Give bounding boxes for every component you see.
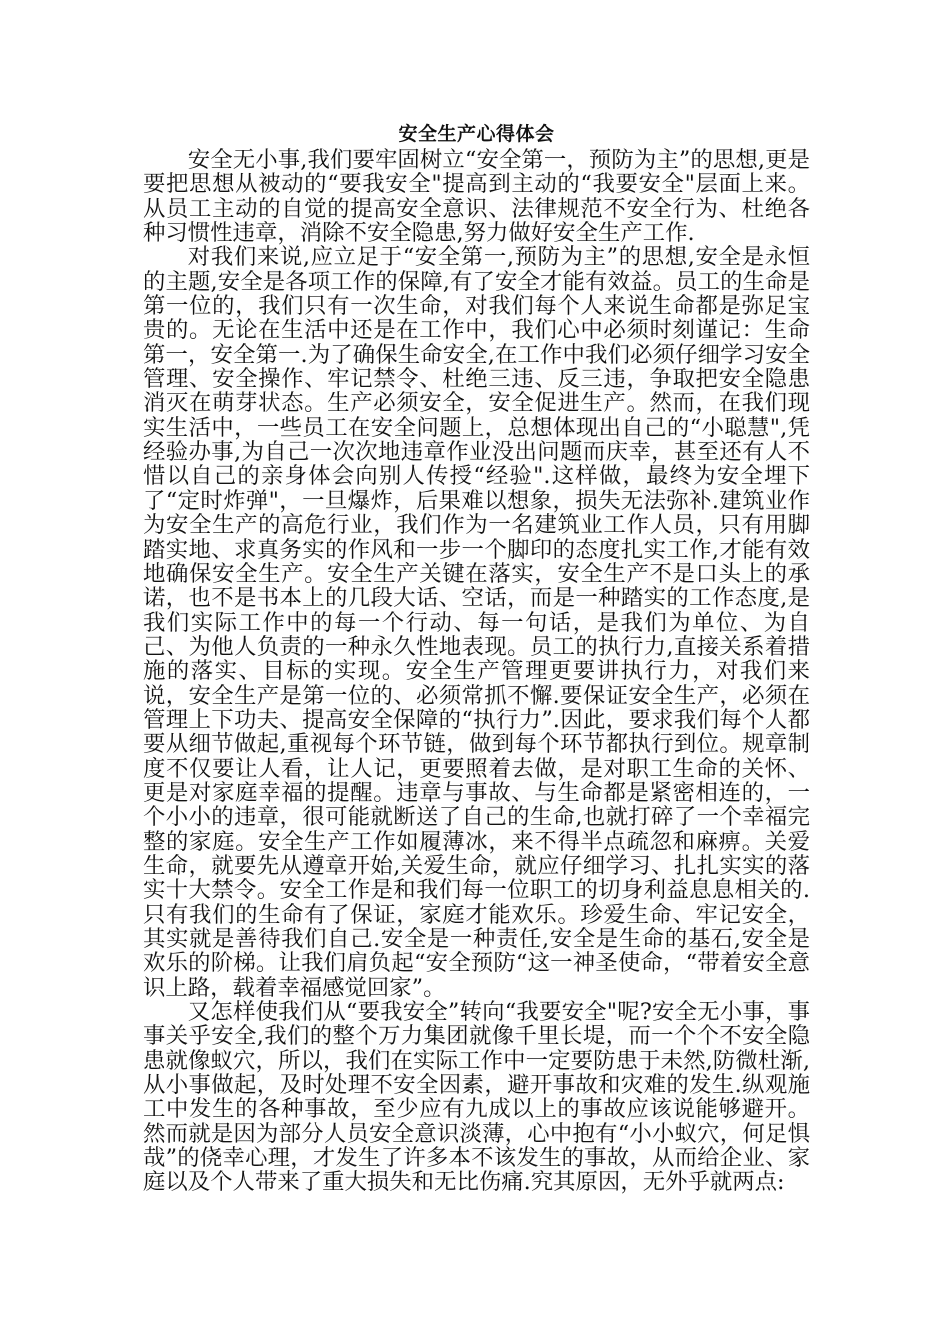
- paragraph-intro: 安全无小事,我们要牢固树立“安全第一，预防为主”的思想,更是要把思想从被动的“要我安全"提高到主动的“我要安全"层面上来。从员工主动的自觉的提高安全意识、法律规范不安全行为、杜绝各种习惯性违章，消除不安全隐患,努力做好安全生产工作.: [143, 147, 810, 247]
- document-page: [143, 122, 810, 1195]
- paragraph-question: 又怎样使我们从“要我安全”转向“我要安全"呢?安全无小事，事事关乎安全,我们的整个万力集团就像千里长堤，而一个个不安全隐患就像蚁穴，所以，我们在实际工作中一定要防患于未然,防微杜渐,从小事做起，及时处理不安全因素，避开事故和灾难的发生.纵观施工中发生的各种事故，至少应有九成以上的事故应该说能够避开。然而就是因为部分人员安全意识淡薄，心中抱有“小小蚁穴，何足惧哉”的侥幸心理，才发生了许多本不该发生的事故，从而给企业、家庭以及个人带来了重大损失和无比伤痛.究其原因，无外乎就两点:: [143, 999, 810, 1196]
- document-title: 安全生产心得体会: [398, 123, 555, 145]
- paragraph-main: 对我们来说,应立足于“安全第一,预防为主”的思想,安全是永恒的主题,安全是各项工作的保障,有了安全才能有效益。员工的生命是第一位的，我们只有一次生命，对我们每个人来说生命都是弥足宝贵的。无论在生活中还是在工作中，我们心中必须时刻谨记：生命第一，安全第一.为了确保生命安全,在工作中我们必须仔细学习安全管理、安全操作、牢记禁令、杜绝三违、反三违，争取把安全隐患消灭在萌芽状态。生产必须安全，安全促进生产。然而，在我们现实生活中，一些员工在安全问题上，总想体现出自己的“小聪慧",凭经验办事,为自己一次次地违章作业没出问题而庆幸，甚至还有人不惜以自己的亲身体会向别人传授“经验".这样做，最终为安全埋下了“定时炸弹"，一旦爆炸，后果难以想象，损失无法弥补.建筑业作为安全生产的高危行业，我们作为一名建筑业工作人员，只有用脚踏实地、求真务实的作风和一步一个脚印的态度扎实工作,才能有效地确保安全生产。安全生产关键在落实，安全生产不是口头上的承诺，也不是书本上的几段大话、空话，而是一种踏实的工作态度,是我们实际工作中的每一个行动、每一句话，是我们为单位、为自己、为他人负责的一种永久性地表现。员工的执行力,直接关系着措施的落实、目标的实现。安全生产管理更要讲执行力，对我们来说，安全生产是第一位的、必须常抓不懈.要保证安全生产，必须在管理上下功夫、提高安全保障的“执行力”.因此，要求我们每个人都要从细节做起,重视每个环节链，做到每个环节都执行到位。规章制度不仅要让人看，让人记，更要照着去做，是对职工生命的关怀、更是对家庭幸福的提醒。违章与事故、与生命都是紧密相连的，一个小小的违章，很可能就断送了自己的生命,也就打碎了一个幸福完整的家庭。安全生产工作如履薄冰，来不得半点疏忽和麻痹。关爱生命，就要先从遵章开始,关爱生命，就应仔细学习、扎扎实实的落实十大禁令。安全工作是和我们每一位职工的切身利益息息相关的.只有我们的生命有了保证，家庭才能欢乐。珍爱生命、牢记安全，其实就是善待我们自己.安全是一种责任,安全是生命的基石,安全是欢乐的阶梯。让我们肩负起“安全预防“这一神圣使命，“带着安全意识上路，载着幸福感觉回家”。: [143, 244, 810, 1001]
